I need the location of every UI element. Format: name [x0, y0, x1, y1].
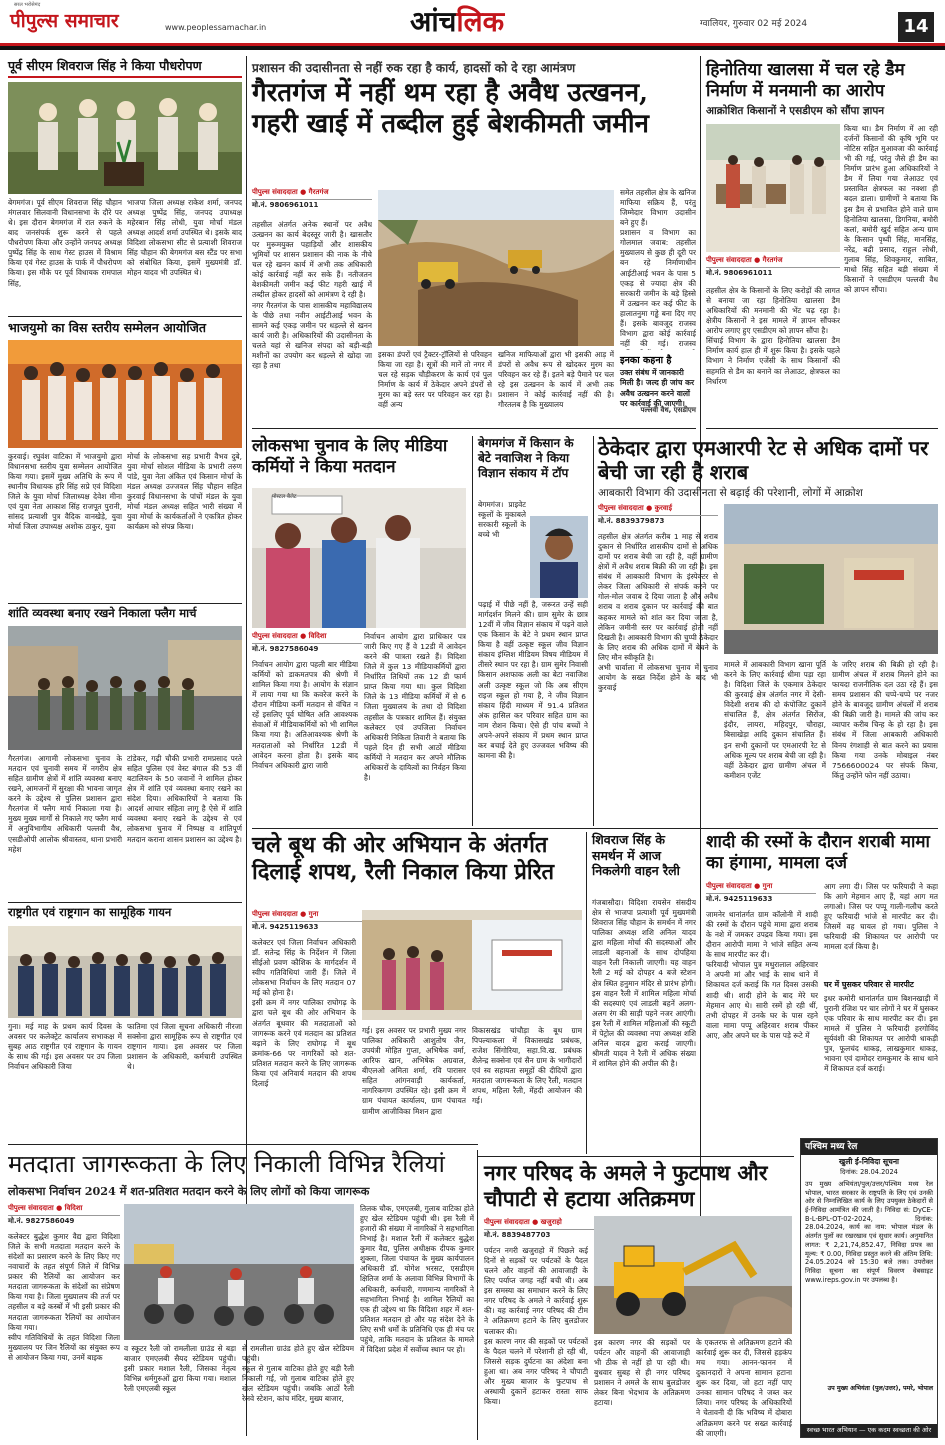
section-title-a: आंच	[410, 5, 457, 38]
rally-body-4: तिलक चौक, एमएलबी, गुलाब वाटिका होते हुए खेल स्टेडियम पहुंची थी। इस रैली में हजारों की संख्या में नागरिकों ने सहभागिता निभाई है। मशाल रैली में कलेक्टर बुद्धेश कुमार वैद्य, पुलिस अधीक्षक दीपक कुमार शुक्ला, जिला पंचायत के मुख्य कार्यपालन अधिकारी डॉ. योगेश भरसट, एसडीएम क्षितिज शर्मा के अलावा विभिन्न विभागों के अधिकारी, कर्मचारी, गणमान्य नागरिकों ने सहभागिता निभाई है। शामिल रैलियों का एक ही उद्देश्य था कि विदिशा शहर में शत-प्रतिशत मतदान हो और यह संदेश देने के लिए सभी धर्मों के प्रतिनिधि एक ही मंच पर पहुंचे, ताकि मतदान के प्रतिशत के मामले में विदिशा प्रदेश में सर्वोच्च स्थान पर हो।	[360, 1204, 474, 1354]
topper-body-2: पढ़ाई में पीछे नहीं है, जरूरत उन्हें सही मार्गदर्शन मिलने की। ग्राम सुमेर के छात्र 12वीं में जीव विज्ञान संकाय में पढ़ने वाले एक किसान के बेटे ने प्रथम स्थान प्राप्त किया है वहीं उत्कृष्ट स्कूल जीव विज्ञान संकाय इंग्लिश मीडियम विषय मीडियम में तीसरे स्थान पर रहा है। ग्राम सुमेर निवासी किसान अशफाक अली का बेटा नवाजिश अली उत्कृष्ट स्कूल जो कि अब सीएम राइज स्कूल हो गया है, ने जीव विज्ञान संकाय हिंदी माध्यम में 91.4 प्रतिशत अंक हासिल कर परिवार सहित ग्राम का नाम रोशन किया। ऐसे ही पांच बच्चों ने अपने-अपने संकाय में प्रथम स्थान प्राप्त कर बचाई देते हुए उज्जवल भविष्य की कामना की है।	[478, 600, 588, 760]
newspaper-logo: पीपुल्स समाचार	[10, 10, 119, 32]
lead-headline: गैरतगंज में नहीं थम रहा है अवैध उत्खनन, गहरी खाई में तब्दील हुई बेशकीमती जमीन	[252, 78, 649, 139]
national-song-body-1: गुना। मई माह के प्रथम कार्य दिवस के अवसर पर कलेक्ट्रेट कार्यालय सभाकक्ष में सुबह आठ राष्ट्रगीत एवं राष्ट्रगान के गायन के साथ की गई। इस अवसर पर उप जिला निर्वाचन अधिकारी जिया	[8, 1022, 122, 1072]
liquor-byline: पीपुल्स संवाददाता ● कुरवाई	[598, 504, 718, 516]
bjym-conference-headline: भाजयुमो का विस स्तरीय सम्मेलन आयोजित	[8, 320, 207, 335]
lead-callout-signature: पल्लवी वैध, एसडीएम	[640, 406, 696, 414]
media-body-2: निर्वाचन आयोग द्वारा प्राधिकार पत्र जारी किए गए हैं वे 12डी में आवेदन करने की पात्रता रखते हैं। विदिशा जिले में कुल 13 मीडियाकर्मियों द्वारा निर्धारित तिथियों तक 12 डी फार्म प्राप्त किया गया था। कुल विदिशा जिले के 13 मीडिया कर्मियों में से 6 जिला मुख्यालय के तथा दो विदिशा तहसील के पत्रकार शामिल हैं। संयुक्त कलेक्टर एवं उपजिला निर्वाचन अधिकारी निकिता तिवारी ने बताया कि पहले दिन ही सभी आठों मीडिया कर्मियों ने मतदान कर अपने मौलिक अधिकारों के दायित्वों का निर्वहन किया है।	[364, 632, 466, 782]
topper-portrait-art	[530, 516, 588, 598]
rally-photo-art	[124, 1204, 354, 1340]
dam-headline: हिनोतिया खालसा में चल रहे डैम निर्माण में मनमानी का आरोप	[706, 60, 905, 101]
encroach-body-2: इस कारण नगर की सड़कों पर पर्यटन और वाहनों की आवाजाही भी ठीक से नहीं हो पा रही थी। बुधवार सुबह से ही नगर परिषद प्रशासन ने अमले के साथ बुलडोजर लेकर बिना भेदभाव के अतिक्रमण हटाया।	[594, 1338, 690, 1408]
topper-headline: बेगमगंज में किसान के बेटे नवाजिश ने किया विज्ञान संकाय में टॉप	[478, 436, 574, 480]
booth-byline: पीपुल्स संवाददाता ● गुना	[252, 910, 362, 922]
national-song-body-2: फातिमा एवं जिला सूचना अधिकारी नीरजा सक्सेना द्वारा सामूहिक रूप से राष्ट्रगीत एवं राष्ट्रगान गाया। इस अवसर पर जिला प्रशासन के अधिकारी, कर्मचारी उपस्थित थे।	[127, 1022, 242, 1072]
logo-tagline: सरल भरोसेमंद	[14, 2, 41, 8]
bjym-photo-art	[8, 340, 242, 448]
dam-byline: पीपुल्स संवाददाता ● गैरतगंज	[706, 256, 840, 268]
liquor-shop-photo	[724, 504, 938, 654]
flag-march-body-2: टांडेकर, गढ़ी चौकी प्रभारी रामप्रसाद परते सहित पुलिस एवं वेस्ट बंगाल की 53 वीं बटालियन के 50 जवानों ने शामिल होकर क्षेत्र में शांति एवं व्यवस्था बनाए रखने का संदेश दिया। अधिकारियों ने बताया कि आदर्श आचार संहिता लागू है ऐसे में शांति व्यवस्था बनाए रखने के उद्देश्य से एवं लोकसभा चुनाव में निष्पक्ष व शांतिपूर्ण मतदान कराना शासन प्रशासन का उद्देश्य है।	[127, 754, 242, 844]
media-voting-headline: लोकसभा चुनाव के लिए मीडिया कर्मियों ने किया मतदान	[252, 436, 448, 477]
lead-body-col1: तहसील अंतर्गत अनेक स्थानों पर अवैध उत्खनन का कार्य बेदस्तूर जारी है। खासतौर पर मुरूमयुक्त पहाड़ियों और शासकीय भूमियों पर शासन प्रशासन की नाक के नीचे चल रहे खनन कार्य में अभी तक अधिकारी कोई कार्रवाई नहीं कर सके हैं। नतीजतन बेशकीमती जमीन कई फीट गहरी खाई में तब्दील होकर हादसों को आमंत्रण दे रही है। नगर गैरतगंज के पास शासकीय महाविद्यालय के पीछे तथा नवीन आईटीआई भवन के सामने कई एकड़ जमीन पर धड़ल्ले से खनन कार्य जारी है। अधिकारियों की उदासीनता के चलते यहां से खनिज संपदा को बड़ी-बड़ी मशीनों का उपयोग कर धड़ल्ले से खोदा जा रहा है तथा	[252, 220, 372, 370]
flag-march-photo	[8, 626, 242, 750]
bjym-conference-photo	[8, 340, 242, 448]
encroachment-headline: नगर परिषद के अमले ने फुटपाथ और चौपाटी से हटाया अतिक्रमण	[484, 1160, 768, 1211]
encroach-body-1: पर्यटन नगरी खजुराहो में पिछले कई दिनों से सड़कों पर पर्यटकों के पैदल चलने और वाहनों की आवाजाही के लिए पर्याप्त जगह नहीं बची थी। अब इस समस्या का समाधान करने के लिए नगर परिषद के अमले ने कार्रवाई शुरू की। यह कार्रवाई नगर परिषद की टीम ने अतिक्रमण हटाने के लिए बुलडोजर चलाकर की। इस कारण नगर की सड़कों पर पर्यटकों के पैदल चलने में परेशानी हो रही थी, जिससे सड़क दुर्घटना का अंदेशा बना हुआ था। अब नगर परिषद ने चौपाटी और मुख्य बाजार के फुटपाथ से अस्थायी दुकानें हटाकर रास्ता साफ किया।	[484, 1246, 588, 1406]
liquor-phone: मो.नं. 8839379873	[598, 517, 665, 525]
story-divider	[478, 1156, 794, 1157]
dam-body-right: किया था। डैम निर्माण में आ रही दर्जनों किसानों की कृषि भूमि पर नोटिस सहित मुआवजा की कार्रवाई भी की गई, परंतु जैसे ही डैम का निर्माण प्रारंभ हुआ अधिकारियों ने डैम में लिया गया लेआउट एवं प्रस्तावित क्षेत्रफल का नक्शा ही बदल डाला। ग्रामीणों ने बताया कि इस डैम से प्रभावित होने वाले ग्राम हिनोतिया खालसा, डिगनिया, बमोरी कलां, बमोरी खुर्द सहित अन्य ग्राम के किसान पृथ्वी सिंह, मानसिंह, नरेंद्र, बद्री प्रसाद, राहुल लोधी, गुलाब सिंह, शिवकुमार, साबित, माधो सिंह सहित बड़ी संख्या में किसानों ने एसडीएम पल्लवी वैध को ज्ञापन सौंपा।	[844, 124, 938, 294]
bulldozer-photo	[594, 1216, 792, 1334]
booth-photo-art	[362, 910, 582, 1020]
railway-tender-notice	[800, 1138, 938, 1438]
bjym-conference-body-1: कुरवाई। रघुवंश वाटिका में भाजयुमो द्वारा विधानसभा स्तरीय युवा सम्मेलन आयोजित किया गया। इसमें मुख्य अतिथि के रूप में स्थानीय विधायक हरि सिंह सप्रे एवं विदिशा जिले के युवा मोर्चा जिलाध्यक्ष देवेश मीना एवं युवा नेता आकाश सिंह राजपूत पुरानी, सांसद प्रत्याशी पुत्र वैदिक वानखेड़े, युवा मोर्चा जिला उपाध्यक्ष अशोक ठाकुर, युवा	[8, 452, 122, 532]
column-rule-inner	[477, 1150, 478, 1440]
national-song-photo-art	[8, 926, 242, 1018]
lead-kicker: प्रशासन की उदासीनता से नहीं रुक रहा है कार्य, हादसों को दे रहा आमंत्रण	[252, 61, 576, 75]
section-title-b: लिक	[456, 5, 505, 38]
liquor-headline: ठेकेदार द्वारा एमआरपी रेट से अधिक दामों पर बेची जा रही है शराब	[598, 436, 929, 485]
section-title	[410, 3, 504, 42]
masthead-rule	[0, 46, 945, 50]
dam-body-left: तहसील क्षेत्र के किसानों के लिए करोड़ों की लागत से बनाया जा रहा हिनोतिया खालसा डैम अधिकारियों की मनमानी की भेंट चढ़ रहा है। क्षेत्रीय किसानों ने इस मामले में ज्ञापन सौंपकर आरोप लगाए हुए एसडीएम को ज्ञापन सौंपा है। सिंचाई विभाग के द्वारा हिनोतिया खालसा डैम निर्माण कार्य हाल ही में शुरू किया है। इसके पहले विभाग ने निर्माण एजेंसी के साथ किसानों की सहमति से डैम का बनाने का लेआउट, क्षेत्रफल का निर्धारण	[706, 286, 840, 386]
booth-phone: मो.नं. 9425119633	[252, 923, 319, 931]
liquor-shop-photo-art	[724, 504, 938, 654]
column-rule-inner	[593, 436, 594, 826]
lead-photo-caption-2: खनिज माफियाओं द्वारा भी इसकी आड़ में डंपरों से अवैध रूप से खोदकर मुरम का परिवहन कर रहे हैं। इतने बड़े पैमाने पर चल रहे इस उत्खनन के कार्य में अभी तक प्रशासन ने कोई कार्रवाई नहीं की है। गौरतलब है कि मुख्यालय	[498, 350, 614, 410]
plantation-photo-art	[8, 82, 242, 194]
drunk-body-3: इधर कमोरी थानांतर्गत ग्राम बिशनखाड़ी में पुरानी रंजिश पर चार लोगों ने घर में घुसकर एक परिवार के साथ मारपीट कर दी। इस मामले में पुलिस ने फरियादी हरगोविंद सूर्यवंशी की शिकायत पर आरोपी धाकड़ी पुत्र, फूलचंद धाकड़, लाखकुमार धाकड़, भावना एवं दामोदर रामकुमार के साथ थाने में शिकायत दर्ज कराई।	[824, 994, 938, 1074]
media-body-1: निर्वाचन आयोग द्वारा पहली बार मीडिया कर्मियों को डाकमतपत्र की श्रेणी में शामिल किया गया है। आयोग के संज्ञान में लाया गया था कि कवरेज करने के दौरान मीडिया कर्मी मतदान से वंचित न रहें इसलिए पूर्व घोषित अति आवश्यक सेवाओं में मीडियाकर्मियों को भी शामिल किया गया है। अतिआवश्यक श्रेणी के मतदाताओं को निर्धारित 12डी में आवेदन करना होता है। इसके बाद निर्वाचन अधिकारी द्वारा जारी	[252, 660, 358, 770]
story-divider	[8, 902, 242, 903]
drunk-byline: पीपुल्स संवाददाता ● गुना	[706, 882, 816, 894]
column-rule-inner	[472, 436, 473, 826]
liquor-body-2: मामले में आबकारी विभाग खाना पूर्ति करने के लिए कार्रवाई धीमा पड़ा रहा है। विदिशा जिले के एकमात्र ठेकेदार की कुरवाई क्षेत्र अंतर्गत नगर में देसी-विदेशी शराब की दो कंपोजिट दुकानें संचालित हैं, क्षेत्र अंतर्गत सिरोंज, इंदौर, लायरा, महिदपुर, चौराहा, बिसाखेड़ा आदि दुकान संचालित हैं। इन सभी दुकानों पर एमआरपी रेट से अधिक मूल्य पर शराब बेची जा रही है। वहीं ठेकेदार द्वारा ग्रामीण अंचल में कमीशन एजेंट	[724, 660, 826, 780]
dam-photo-art	[706, 124, 840, 252]
rally-bike-photo	[124, 1204, 354, 1340]
encroach-phone: मो.नं. 8839487703	[484, 1231, 551, 1239]
shivraj-plantation-body-2: भाजपा जिला अध्यक्ष राकेश शर्मा, जनपद अध्यक्ष पुष्पेंद्र सिंह, जनपद उपाध्यक्ष महेरबान सिंह लोधी, युवा मोर्चा मंडल अध्यक्ष आदर्श शर्मा उपस्थित थे। इसके बाद विदिशा लोकसभा सीट से प्रत्याशी शिवराज सिंह चौहान की बेगमगंज बस स्टैंड पर सभा को संबोधित किया, इसमें मुख्यमंत्री डॉ. मोहन यादव भी उपस्थित थे।	[127, 198, 242, 278]
rally-phone: मो.नं. 9827586049	[8, 1217, 75, 1225]
booth-rally-photo	[362, 910, 582, 1020]
vehicle-rally-body: गंजबासौदा। विदिशा रायसेन संसदीय क्षेत्र से भाजपा प्रत्याशी पूर्व मुख्यमंत्री शिवराज सिंह चौहान के समर्थन में नगर पालिका अध्यक्ष शशि अनिल यादव द्वारा महिला मोर्चा की सदस्याओं और लाडली बहनाओं के साथ दोपहिया वाहन रैली निकाली जाएगी। यह वाहन रैली 2 मई को दोपहर 4 बजे स्टेशन क्षेत्र स्थित हनुमान मंदिर से प्रारंभ होगी। इस वाहन रैली में शामिल महिला मोर्चा की सदस्याएं एवं लाडली बहनें अलग-अलग रंग की साड़ी पहने नजर आएंगी। इस रैली में शामिल महिलाओं की स्कूटी में पेट्रोल की व्यवस्था नपा अध्यक्ष शशि अनिल यादव द्वारा कराई जाएगी। श्रीमती यादव ने रैली में अधिक संख्या में शामिल होने की अपील की है।	[592, 898, 696, 1068]
vehicle-rally-headline: शिवराज सिंह के समर्थन में आज निकलेगी वाहन रैली	[592, 832, 680, 879]
headline-rule	[8, 76, 242, 78]
rally-body-3: से रामलीला ग्राउंड होते हुए खेल स्टेडियम पहुंची। स्कूल से गुलाब वाटिका होते हुए बड़ी रैली निकाली गई, जो गुलाब वाटिका होते हुए खेल स्टेडियम पहुंची। जबकि आठों रैली रेलवे स्टेशन, कांच मंदिर, मुख्य बाजार,	[242, 1344, 354, 1404]
flag-march-body-1: गैरतगंज। आगामी लोकसभा चुनाव के मतदान एवं चुनावी समय में नगरीय क्षेत्र सहित ग्रामीण क्षेत्रों में शांति व्यवस्था बनाए रखने, आमजनों में सुरक्षा की भावना जागृत करने के उद्देश्य से पुलिस प्रशासन द्वारा गैरतगंज में फ्लैग मार्च निकाला गया है। मुख्य मुख्य मार्गों से निकाले गए फ्लैग मार्च में अनुविभागीय अधिकारी पल्लवी वैध, एसडीओपी आलोक श्रीवास्तव, थाना प्रभारी महेश	[8, 754, 122, 854]
plantation-photo	[8, 82, 242, 194]
notice-footer: स्वच्छ भारत अभियान — एक कदम स्वच्छता की ओर	[801, 1424, 937, 1437]
liquor-subdeck: आबकारी विभाग की उदासीनता से बढ़ाई की परेशानी, लोगों में आक्रोश	[598, 487, 863, 499]
notice-date: दिनांक: 28.04.2024	[840, 1167, 898, 1176]
website-url[interactable]: www.peoplessamachar.in	[165, 23, 267, 32]
story-divider	[706, 428, 938, 429]
story-divider	[252, 828, 938, 829]
lead-phone: मो.नं. 9806961011	[252, 201, 319, 209]
liquor-body-3: के जरिए शराब की बिक्री हो रही है। ग्रामीण अंचल में शराब मिलने होने का फायदा राजनीतिक दल उठा रहे हैं। इस समय प्रशासन की चप्पे-चप्पे पर नजर होने के बावजूद ग्रामीण अंचलों में शराब की बिक्री जारी है। मामले की जांच कर व्यापार करीब चिन्ह के हो रहा है। इस संबंध में जिला आबकारी अधिकारी विनय रंगशाही से बात करने का प्रयास किया गया उनके मोबाइल नंबर 7566600024 पर संपर्क किया, किंतु उन्होंने फोन नहीं उठाया।	[832, 660, 938, 780]
dam-subdeck: आक्रोशित किसानों ने एसडीएम को सौंपा ज्ञापन	[706, 105, 885, 117]
drunk-phone: मो.नं. 9425119633	[706, 895, 773, 903]
national-song-photo	[8, 926, 242, 1018]
lead-photo-caption-1: इसका डंपरों एवं ट्रैक्टर-ट्रॉलियों से परिवहन किया जा रहा है। सूत्रों की मानें तो नगर में चल रहे सड़क चौड़ीकरण के कार्य एवं पुल निर्माण के कार्य में ठेकेदार अपने डंपरों से मुरम का बड़े स्तर पर परिवहन कर रहा है। वहीं अन्य	[378, 350, 492, 410]
excavation-photo	[378, 190, 614, 346]
dam-phone: मो.नं. 9806961011	[706, 269, 773, 277]
awareness-rally-subdeck: लोकसभा निर्वाचन 2024 में शत-प्रतिशत मतदान करने के लिए लोगों को किया जागरूक	[8, 1184, 370, 1198]
rally-body-1: कलेक्टर बुद्धेश कुमार वैद्य द्वारा विदिशा जिले के सभी मतदाता मतदान करने के संदेशों का प्रसारण करने के लिए किए गए नवाचारों के तहत संपूर्ण जिले में विभिन्न प्रकार की रैलियों का आयोजन कर मतदाता जागरूकता के संदेशों का संप्रेषण किया गया है। जिला मुख्यालय की तर्ज पर तहसील व बड़े कस्बों में भी इसी प्रकार की मतदाता जागरूकता रैलियों का आयोजन किया गया। स्वीप गतिविधियों के तहत विदिशा जिला मुख्यालय पर जिन रैलियों का संयुक्त रूप से आयोजन किया गया, उनमें बाइक	[8, 1232, 120, 1362]
topper-portrait	[530, 516, 588, 598]
dateline: ग्वालियर, गुरुवार 02 मई 2024	[700, 19, 808, 29]
shivraj-plantation-body-1: बेगमगंज। पूर्व सीएम शिवराज सिंह चौहान मंगलवार सिलवानी विधानसभा के दौरे पर थे। इस दौरान बेगमगंज में रात रुकने के बाद जनसंपर्क शुरू करने से पहले पौधरोपण किया और उन्होंने जनपद अध्यक्ष पुष्पेंद्र सिंह के साथ गेस्ट हाउस में विश्राम किया एवं गेस्ट हाउस के पार्क में पौधरोपण किया। इस मौके पर पूर्व विधायक रामपाल सिंह,	[8, 198, 122, 288]
postal-ballot-label: पोस्टल बैलेट	[272, 494, 297, 500]
media-voting-photo	[252, 488, 466, 628]
story-divider	[8, 316, 242, 317]
drunk-uncle-headline: शादी की रस्मों के दौरान शराबी मामा का हंगामा, मामला दर्ज	[706, 832, 930, 873]
lead-body-col4: समेत तहसील क्षेत्र के खनिज माफिया सक्रिय हैं, परंतु जिम्मेदार विभाग उदासीन बने हुए हैं। प्रशासन व विभाग का गोलमाल जवाब: तहसील मुख्यालय से कुछ ही दूरी पर बन रहे निर्माणाधीन आईटीआई भवन के पास 5 एकड़ से ज्यादा क्षेत्र की सरकारी जमीन के बड़े हिस्से में उत्खनन कर कई फीट के हालातनुमा गड्ढे बना दिए गए हैं। इसके बावजूद राजस्व विभाग द्वारा कोई कार्रवाई नहीं की गई। राजस्व	[620, 188, 696, 348]
bjym-conference-body-2: मोर्चा के लोकसभा सह प्रभारी वैभव दुबे, युवा मोर्चा सोशल मीडिया के प्रभारी तरुण पांडे, युवा नेता अंकित एवं किसान मोर्चा के मंडल अध्यक्ष उज्जवल सिंह चौहान सहित कुरवाई विधानसभा के पांचों मंडल के युवा मोर्चा मंडल अध्यक्ष सहित भारी संख्या में युवा मोर्चा के कार्यकर्ताओं ने एकत्रित होकर कार्यक्रम को संपन्न किया।	[127, 452, 242, 532]
excavation-photo-art	[378, 190, 614, 346]
topper-body-1: बेगमगंज। प्राइवेट स्कूलों के मुकाबले सरकारी स्कूलों के बच्चे भी	[478, 500, 526, 540]
media-voting-photo-art	[252, 488, 466, 628]
rally-body-2: व स्कूटर रैली जो रामलीला ग्राउंड से बड़ा बाजार एमएलबी सैयद स्टेडियम पहुंची। इसी प्रकार मशाल रैली, जिसका नेतृत्व विभिन्न धर्मगुरुओं द्वारा किया गया। मशाल रैली एमएलबी स्कूल	[124, 1344, 236, 1394]
drunk-body-1: जामनेर थानांतर्गत ग्राम कॉलोनी में शादी की रस्मों के दौरान पहुंचे मामा द्वारा शराब के नशे में जमकर उपद्रव किया गया। इस दौरान आरोपी मामा ने भांजे सहित अन्य के साथ मारपीट कर दी। फरियादी भोपाल पुत्र मथुरालाल अहिरवार ने अपनी मां और भाई के साथ थाने में शिकायत दर्ज कराई कि गत दिवस उसकी शादी थी। शादी होने के बाद मेरे घर मेहमान आए थे। सारी रस्में हो रही थीं, तभी दोपहर में उनके घर के पास रहने वाला मामा पप्पू अहिरवार शराब पीकर आए, और अपने घर के पास पड़े रूटे में	[706, 910, 818, 1040]
story-divider	[8, 1144, 478, 1145]
lead-callout-title: इनका कहना है	[620, 355, 672, 366]
media-byline: पीपुल्स संवाददाता ● विदिशा	[252, 632, 362, 644]
booth-body-2: गई। इस अवसर पर प्रभारी मुख्य नगर पालिका अधिकारी आशुतोष जैन, उपयंत्री मोहित गुप्ता, अभिषेक वर्मा, आरिफ खान, अभिषेक अग्रवाल, बीएलओ अमिता शर्मा, रवि पारासर सहित आंगनवाड़ी कार्यकर्ता, नागरिकगण उपस्थित रहे। इसी क्रम में ग्राम पंचायत कार्यालय, ग्राम पंचायत ग्रामीण आजीविका मिशन द्वारा	[362, 1026, 466, 1116]
page-number: 14	[898, 12, 934, 42]
lead-callout: उक्त संबंध में जानकारी मिली है। जल्द ही जांच कर अवैध उत्खनन करने वालों पर कार्रवाई की जाएगी।	[620, 368, 695, 409]
booth-body-3: विकासखंड चांचौड़ा के बूथ ग्राम पिपल्याकला में विकासखंड प्रबंधक, राजेश सिंगोरिया, सहा.वि.ख. प्रबंधक शैलेन्द्र सक्सेना एवं सैन ग्राम के भागीदारों एवं स्व सहायता समूहों की दीदियों द्वारा मतदाता जागरूकता के लिए रैली, मतदान शपथ, महिला रैली, मेंहदी आयोजन की गई।	[472, 1026, 582, 1106]
liquor-body-1: तहसील क्षेत्र अंतर्गत करीब 1 माह से शराब दुकान से निर्धारित शासकीय दामों से अधिक दामों पर शराब बेची जा रही है, वहीं ग्रामीण क्षेत्रों में अवैध शराब बिक्री की जा रही है। इस संबंध में आबकारी विभाग के इंस्पेक्टर से लेकर जिला अधिकारी से संपर्क करने पर गोल-मोल जवाब दे दिया जाता है और अवैध शराब व शराब दुकान पर कार्रवाई की बात कहकर मामले को शांत कर दिया जाता है, लेकिन जमीनी स्तर पर कार्रवाई होती नहीं दिखती है। आबकारी विभाग की चुप्पी ठेकेदार के लिए शराब की अधिक दामों में बेचने के लिए मौन स्वीकृति है। अभी चार्वाला में लोकसभा चुनाव में चुनाव आयोग के सख्त निर्देश होने के बाद भी कुरवाई	[598, 532, 718, 692]
awareness-rally-headline: मतदाता जागरूकता के लिए निकाली विभिन्न रैलियां	[8, 1150, 445, 1178]
notice-subtitle: खुली ई-निविदा सूचना	[839, 1157, 899, 1167]
column-rule-inner	[586, 832, 587, 1154]
media-phone: मो.नं. 9827586049	[252, 645, 319, 653]
drunk-body-2: आग लगा दी। जिस पर फरियादी ने कहा कि आगे मेहमान आए हैं, यहां आग मत लगाओ। जिस पर पप्पू गाली-गलौच करते हुए फरियादी भांजे से मारपीट कर दी। जिसमें वह घायल हो गया। पुलिस ने फरियादी की शिकायत पर आरोपी पर मामला दर्ज किया है।	[824, 882, 938, 952]
shivraj-plantation-headline: पूर्व सीएम शिवराज सिंह ने किया पौधरोपण	[8, 58, 202, 73]
flag-march-photo-art	[8, 626, 242, 750]
story-divider	[252, 428, 696, 429]
encroach-byline: पीपुल्स संवाददाता ● खजुराहो	[484, 1218, 594, 1230]
dam-memorandum-photo	[706, 124, 840, 252]
notice-title: पश्चिम मध्य रेल	[801, 1139, 937, 1155]
national-song-headline: राष्ट्रगीत एवं राष्ट्रगान का सामूहिक गायन	[8, 905, 172, 919]
rally-byline: पीपुल्स संवाददाता ● विदिशा	[8, 1204, 120, 1216]
lead-byline: पीपुल्स संवाददाता ● गैरतगंज	[252, 188, 372, 200]
drunk-subhead: घर में घुसकर परिवार से मारपीट	[824, 980, 914, 989]
booth-campaign-headline: चले बूथ की ओर अभियान के अंतर्गत दिलाई शपथ, रैली निकाल किया प्रेरित	[252, 832, 555, 885]
story-divider	[8, 603, 242, 604]
booth-body-1: कलेक्टर एवं जिला निर्वाचन अधिकारी डॉ. सतेन्द्र सिंह के निर्देशन में जिला सीईओ प्रवण कौशिक के मार्गदर्शन में स्वीप गतिविधियां जारी हैं। जिले में लोकसभा निर्वाचन के लिए मतदान 07 मई को होना है। इसी क्रम में नगर पालिका राघोगढ़ के द्वारा चले बूथ की ओर अभियान के अंतर्गत बूथवार की मतदाताओं को जागरूक करने एवं मतदान का प्रतिशत बढ़ाने के लिए राघोगढ़ में बूथ क्रमांक-66 पर नागरिकों को शत-प्रतिशत मतदान करने के लिए जागरूक किया एवं अनिवार्य मतदान की शपथ दिलाई	[252, 938, 356, 1088]
encroach-body-3: के एकतरफ से अतिक्रमण हटाने की कार्रवाई शुरू कर दी, जिससे हड़कंप मच गया। आनन-फानन में दुकानदारों ने अपना सामान हटाना शुरू कर दिया, जो हटा नहीं पाए उनका सामान परिषद ने जब्त कर लिया। नगर परिषद के अधिकारियों ने चेतावनी दी कि भविष्य में दोबारा अतिक्रमण करने पर सख्त कार्रवाई की जाएगी।	[696, 1338, 792, 1438]
notice-body: उप मुख्य अभियंता/पुल/उत्तर/पश्चिम मध्य रेल भोपाल, भारत सरकार के राष्ट्रपति के लिए एवं उनकी ओर से निम्नलिखित कार्य के लिए उपयुक्त ठेकेदारों से ई-निविदा आमंत्रित की जाती है। निविदा सं: DyCE-B-L-BPL-OT-02-2024, दिनांक: 28.04.2024, कार्य का नाम: भोपाल मंडल के अंतर्गत पुलों का रखरखाव एवं सुधार कार्य। अनुमानित लागत: ₹ 2,21,74,852.47, निविदा प्रपत्र का मूल्य: ₹ 0.00, निविदा प्रस्तुत करने की अंतिम तिथि: 24.05.2024 को 15:30 बजे तक। उपरोक्त निविदा सूचना का संपूर्ण विवरण वेबसाइट www.ireps.gov.in पर उपलब्ध है।	[805, 1179, 933, 1284]
bulldozer-photo-art	[594, 1216, 792, 1334]
notice-signature: उप मुख्य अभियंता (पुल/उत्तर), पमरे, भोपाल	[827, 1384, 933, 1392]
flag-march-headline: शांति व्यवस्था बनाए रखने निकाला फ्लैग मार्च	[8, 606, 197, 620]
